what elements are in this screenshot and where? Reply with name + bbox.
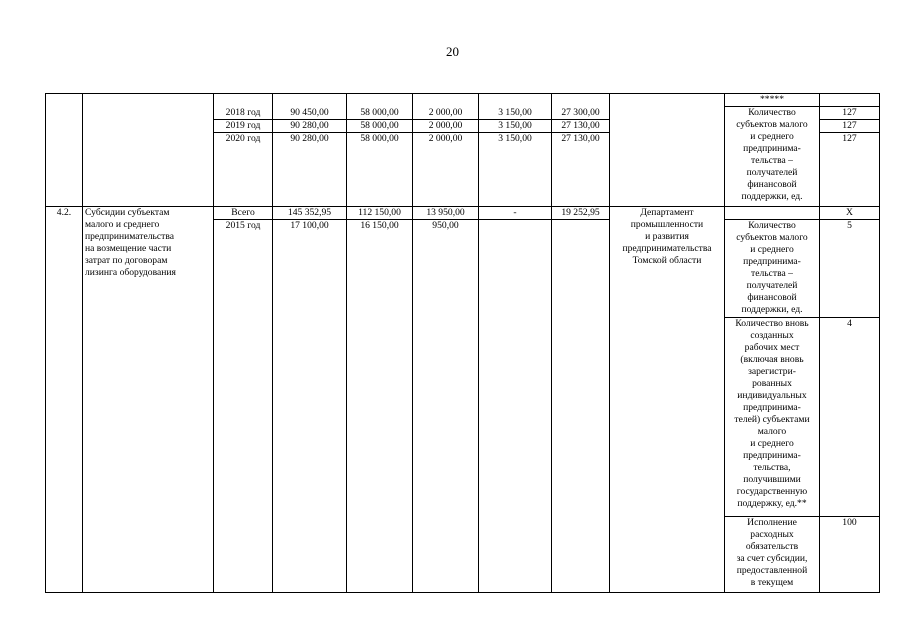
amount-cell: 58 000,00 (347, 133, 413, 146)
indicator-cell: Исполнение расходных обязательств за счет субсидии, предоставленной в текущем (725, 516, 820, 592)
stars-cell: ***** (725, 94, 820, 107)
amount-cell: 27 130,00 (552, 120, 610, 133)
value-cell: 5 (820, 219, 880, 317)
value-cell: 127 (820, 133, 880, 207)
amount-cell: 950,00 (413, 219, 479, 592)
amount-cell: 90 280,00 (273, 133, 347, 146)
amount-cell: 27 130,00 (552, 133, 610, 146)
year-cell: 2020 год (214, 133, 273, 146)
amount-cell: 145 352,95 (273, 206, 347, 219)
indicator-cell: Количество субъектов малого и среднего предпринима- тельства – получателей финансовой поддержки, ед. (725, 219, 820, 317)
amount-cell: 90 450,00 (273, 107, 347, 120)
year-cell: Всего (214, 206, 273, 219)
cell-executor-top (610, 94, 725, 207)
indicator-cell: Количество вновь созданных рабочих мест (включая вновь зарегистри- рованных индивидуальных предпринима- телей) субъектами малого и среднего предпринима- тельства, получившими государственную поддержку, ед.** (725, 317, 820, 516)
amount-cell: 3 150,00 (479, 120, 552, 133)
amount-cell (479, 219, 552, 592)
year-cell: 2018 год (214, 107, 273, 120)
page-number: 20 (446, 44, 459, 59)
table-row (46, 94, 880, 107)
amount-cell: 58 000,00 (347, 120, 413, 133)
amount-cell: 3 150,00 (479, 107, 552, 120)
cell-number-top (46, 94, 83, 207)
year-cell: 2019 год (214, 120, 273, 133)
value-cell: 4 (820, 317, 880, 516)
amount-cell: 3 150,00 (479, 133, 552, 146)
year-cell: 2015 год (214, 219, 273, 592)
amount-cell: - (479, 206, 552, 219)
amount-cell: 16 150,00 (347, 219, 413, 592)
program-table (45, 93, 880, 593)
amount-cell: 2 000,00 (413, 120, 479, 133)
executor-cell: Департамент промышленности и развития предпринимательства Томской области (610, 206, 725, 592)
indicator-cell: Количество субъектов малого и среднего предпринима- тельства – получателей финансовой поддержки, ед. (725, 107, 820, 207)
item-number: 4.2. (46, 206, 83, 592)
table-row (46, 206, 880, 219)
value-cell: 127 (820, 107, 880, 120)
amount-cell: 13 950,00 (413, 206, 479, 219)
amount-cell: 17 100,00 (273, 219, 347, 592)
item-name: Субсидии субъектам малого и среднего предпринимательства на возмещение части затрат по договорам лизинга оборудования (83, 206, 214, 592)
amount-cell: 112 150,00 (347, 206, 413, 219)
value-cell: 100 (820, 516, 880, 592)
value-cell: X (820, 206, 880, 219)
amount-cell: 2 000,00 (413, 107, 479, 120)
cell-name-top (83, 94, 214, 207)
amount-cell (552, 219, 610, 592)
amount-cell: 90 280,00 (273, 120, 347, 133)
value-cell: 127 (820, 120, 880, 133)
amount-cell: 27 300,00 (552, 107, 610, 120)
amount-cell: 2 000,00 (413, 133, 479, 146)
amount-cell: 19 252,95 (552, 206, 610, 219)
amount-cell: 58 000,00 (347, 107, 413, 120)
